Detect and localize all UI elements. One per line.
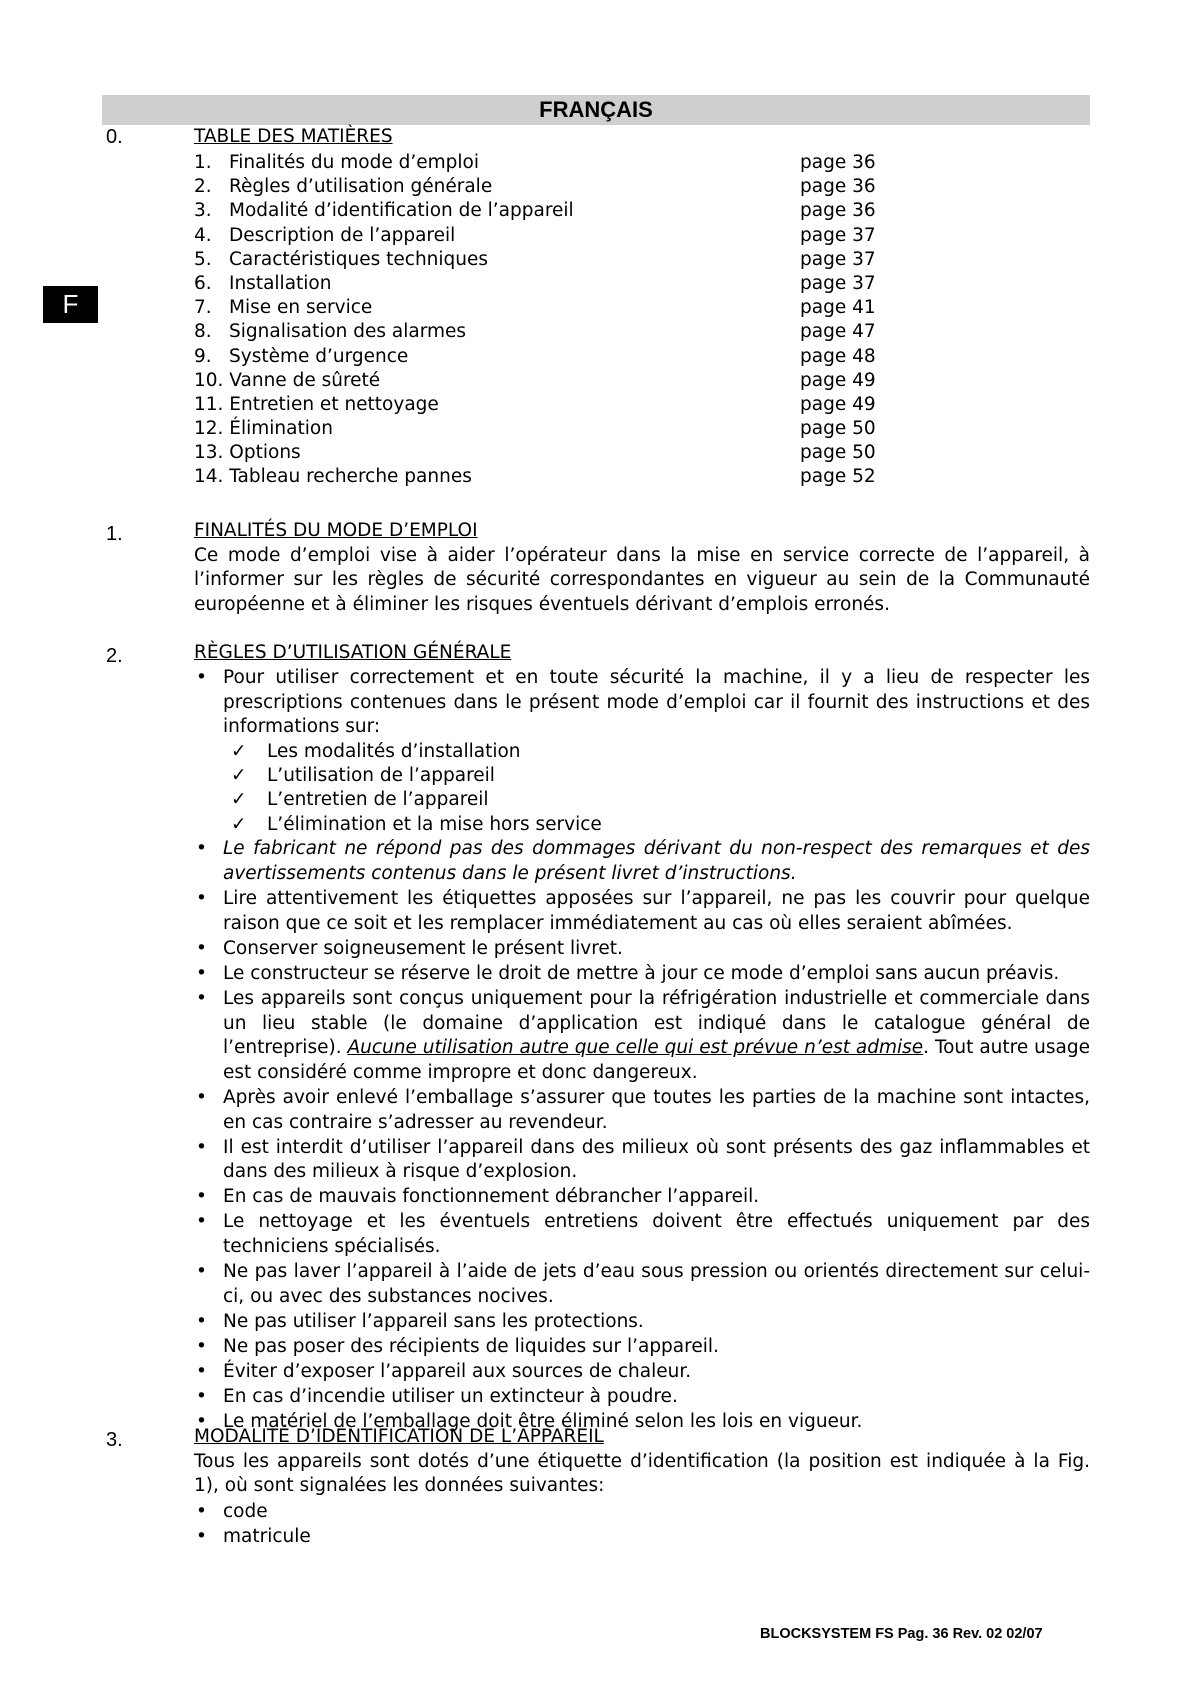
list-item: • Ne pas utiliser l’appareil sans les protections.: [194, 1310, 1090, 1335]
table-of-contents: [194, 151, 894, 490]
toc-row: [194, 369, 894, 393]
toc-page: page 36: [800, 176, 876, 198]
page-footer: BLOCKSYSTEM FS Pag. 36 Rev. 02 02/07: [760, 1626, 1043, 1642]
list-item: • matricule: [194, 1525, 1090, 1550]
data-list: [194, 1500, 1090, 1550]
toc-num: 6.: [194, 272, 212, 294]
toc-label: Règles d’utilisation générale: [229, 176, 493, 198]
toc-page: page 50: [800, 418, 876, 440]
toc-page: page 47: [800, 321, 876, 343]
toc-page: page 49: [800, 393, 876, 415]
toc-page: page 49: [800, 369, 876, 391]
check-item: ✓ L’utilisation de l’appareil: [223, 764, 1090, 788]
toc-row: [194, 465, 894, 489]
section-paragraph: Ce mode d’emploi vise à aider l’opérateur dans la mise en service correcte de l’appareil, à l’informer sur les règles de sécurité correspondantes en vigueur au sein de la Communauté européenne et à éliminer les risques éventuels dérivant d’emplois erronés.: [194, 545, 1090, 615]
toc-page: page 50: [800, 442, 876, 464]
check-item: ✓ L’entretien de l’appareil: [223, 788, 1090, 812]
check-item: ✓ L’élimination et la mise hors service: [223, 813, 1090, 837]
section-paragraph: Tous les appareils sont dotés d’une étiquette d’identification (la position est indiquée à la Fig. 1), où sont signalées les données suivantes:: [194, 1451, 1090, 1497]
toc-page: page 36: [800, 200, 876, 222]
toc-label: 12. Élimination: [194, 418, 333, 440]
toc-row: [194, 296, 894, 320]
list-item-text: Les appareils sont conçus uniquement pour la réfrigération industrielle et commerciale dans un lieu stable (le domaine d’application est indiqué dans le catalogue général de l’entreprise).: [223, 988, 1090, 1059]
check-item: ✓ Les modalités d’installation: [223, 740, 1090, 764]
toc-label: 10. Vanne de sûreté: [194, 369, 381, 391]
list-item: • En cas d’incendie utiliser un extincteur à poudre.: [194, 1385, 1090, 1410]
section-number: 0.: [106, 126, 123, 148]
toc-row: [194, 393, 894, 417]
list-item: [194, 987, 1090, 1085]
toc-page: page 41: [800, 297, 876, 319]
rules-list: [194, 666, 1090, 1435]
toc-label: Système d’urgence: [229, 345, 409, 367]
toc-label: Modalité d’identification de l’appareil: [229, 200, 574, 222]
toc-page: page 48: [800, 345, 876, 367]
toc-title: TABLE DES MATIÈRES: [194, 126, 393, 147]
list-item: • En cas de mauvais fonctionnement débrancher l’appareil.: [194, 1185, 1090, 1210]
list-item: • Ne pas laver l’appareil à l’aide de jets d’eau sous pression ou orientés directement sur celui-ci, ou avec des substances nocives.: [194, 1260, 1090, 1309]
list-item: • Ne pas poser des récipients de liquides sur l’appareil.: [194, 1335, 1090, 1360]
toc-row: [194, 272, 894, 296]
toc-row: [194, 248, 894, 272]
toc-label: Installation: [229, 272, 332, 294]
toc-num: 9.: [194, 345, 212, 367]
toc-row: [194, 417, 894, 441]
toc-label: 14. Tableau recherche pannes: [194, 466, 472, 488]
toc-page: page 36: [800, 152, 876, 173]
toc-row: [194, 320, 894, 344]
list-item-text: . Tout autre usage est considéré comme impropre et donc dangereux.: [223, 1037, 1090, 1083]
emphasis-text: Aucune utilisation autre que celle qui est prévue n’est admise: [347, 1037, 924, 1059]
list-item: • Le fabricant ne répond pas des dommages dérivant du non-respect des remarques et des avertissements contenus dans le présent livret d’instructions.: [194, 837, 1090, 886]
toc-num: 1.: [194, 152, 212, 173]
list-item: [194, 666, 1090, 837]
toc-label: Finalités du mode d’emploi: [229, 152, 479, 173]
section-title: MODALITÉ D’IDENTIFICATION DE L’APPAREIL: [194, 1426, 604, 1447]
toc-num: 2.: [194, 176, 212, 198]
list-item: • Le matériel de l’emballage doit être éliminé selon les lois en vigueur.: [194, 1410, 1090, 1435]
toc-num: 5.: [194, 248, 212, 270]
toc-row: [194, 199, 894, 223]
list-item: • Le constructeur se réserve le droit de mettre à jour ce mode d’emploi sans aucun préavis.: [194, 962, 1090, 987]
toc-num: 8.: [194, 321, 212, 343]
toc-page: page 52: [800, 466, 876, 488]
toc-page: page 37: [800, 248, 876, 270]
toc-label: Description de l’appareil: [229, 224, 456, 246]
toc-row: [194, 175, 894, 199]
toc-label: Caractéristiques techniques: [229, 248, 489, 270]
toc-num: 3.: [194, 200, 212, 222]
section-title: RÈGLES D’UTILISATION GÉNÉRALE: [194, 642, 512, 663]
toc-row: [194, 224, 894, 248]
section-title: FINALITÉS DU MODE D’EMPLOI: [194, 520, 478, 541]
list-item: • Le nettoyage et les éventuels entretiens doivent être effectués uniquement par des techniciens spécialisés.: [194, 1210, 1090, 1259]
check-list: [223, 740, 1090, 837]
language-tab: F: [43, 286, 98, 323]
list-item: • Éviter d’exposer l’appareil aux sources de chaleur.: [194, 1360, 1090, 1385]
toc-row: [194, 345, 894, 369]
language-header: FRANÇAIS: [102, 95, 1090, 125]
toc-row: [194, 151, 894, 175]
toc-page: page 37: [800, 224, 876, 246]
toc-label: 13. Options: [194, 442, 301, 464]
section-number: 1.: [106, 523, 123, 545]
toc-num: 7.: [194, 297, 212, 319]
list-item: • Conserver soigneusement le présent livret.: [194, 937, 1090, 962]
section-number: 2.: [106, 645, 123, 667]
toc-page: page 37: [800, 272, 876, 294]
list-item-text: Pour utiliser correctement et en toute sécurité la machine, il y a lieu de respecter les prescriptions contenues dans le présent mode d’emploi car il fournit des instructions et des informations sur:: [223, 667, 1090, 738]
list-item: • Après avoir enlevé l’emballage s’assurer que toutes les parties de la machine sont intactes, en cas contraire s’adresser au revendeur.: [194, 1086, 1090, 1135]
list-item: • Lire attentivement les étiquettes apposées sur l’appareil, ne pas les couvrir pour quelque raison que ce soit et les remplacer immédiatement au cas où elles seraient abîmées.: [194, 887, 1090, 936]
toc-row: [194, 441, 894, 465]
toc-label: 11. Entretien et nettoyage: [194, 393, 439, 415]
toc-label: Mise en service: [229, 297, 373, 319]
section-number: 3.: [106, 1429, 123, 1451]
toc-label: Signalisation des alarmes: [229, 321, 467, 343]
list-item: • Il est interdit d’utiliser l’appareil dans des milieux où sont présents des gaz inflammables et dans des milieux à risque d’explosion.: [194, 1136, 1090, 1185]
toc-num: 4.: [194, 224, 212, 246]
list-item: • code: [194, 1500, 1090, 1525]
